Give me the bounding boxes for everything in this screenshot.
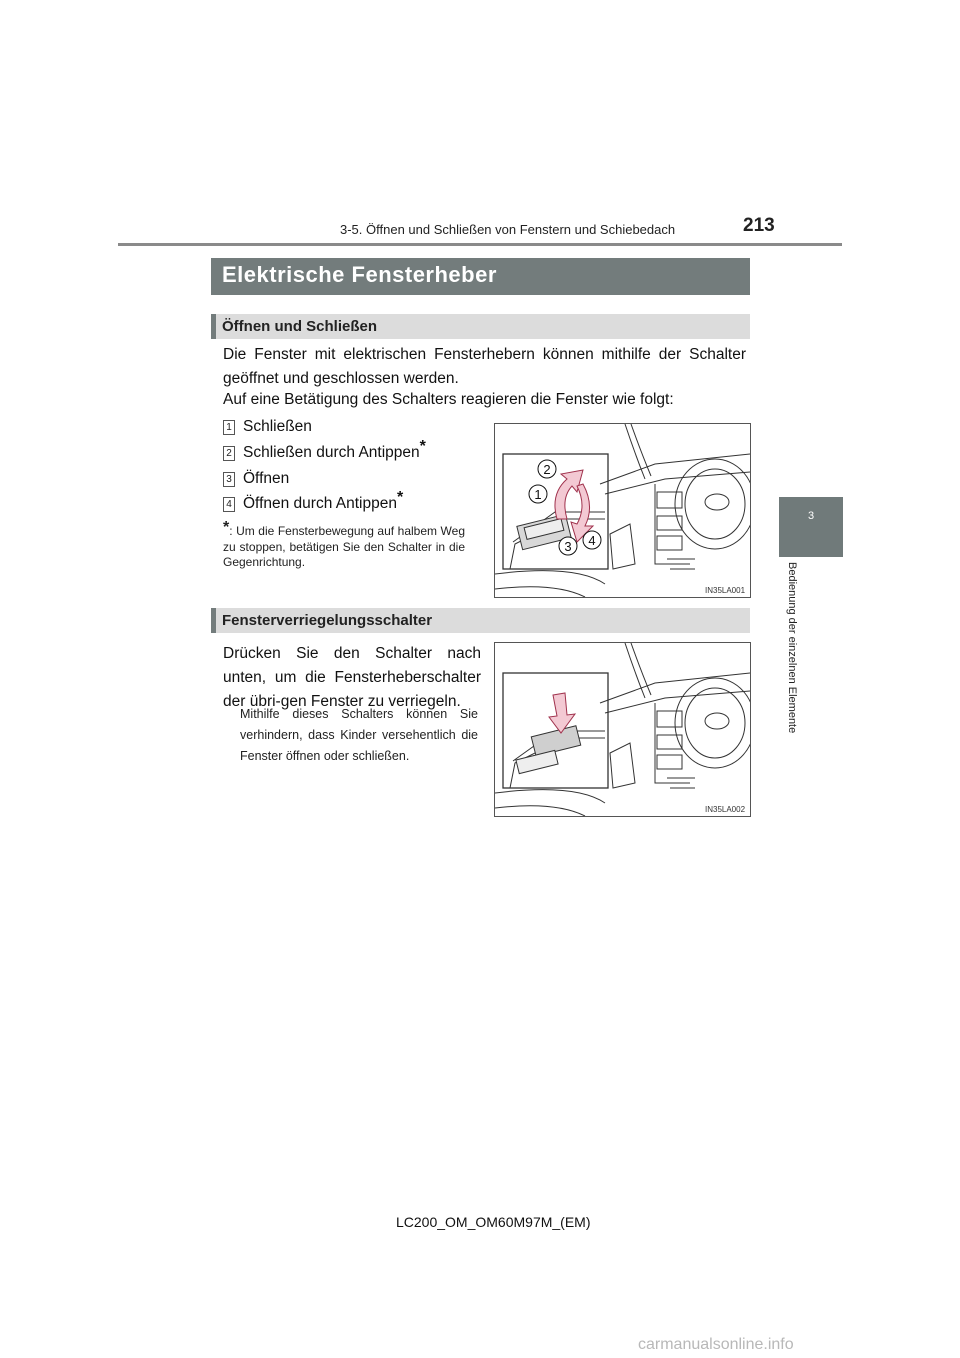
watermark: carmanualsonline.info — [638, 1336, 794, 1353]
section1-paragraph1: Die Fenster mit elektrischen Fensterhebern können mithilfe der Schalter geöffnet und geschlossen werden. — [223, 346, 746, 387]
footnote-star: * — [419, 438, 426, 455]
section1-paragraph2: Auf eine Betätigung des Schalters reagieren die Fenster wie folgt: — [223, 391, 674, 408]
callout-2: 2 — [543, 462, 551, 477]
window-switch-illustration — [495, 424, 750, 597]
footnote: *: Um die Fensterbewegung auf halbem Weg zu stoppen, betätigen Sie den Schalter in die Gegenrichtung. — [223, 519, 465, 569]
chapter-number: 3 — [807, 510, 815, 522]
step-badge-4: 4 — [223, 497, 235, 512]
lock-switch-illustration — [495, 643, 750, 816]
step-text-2: Schließen durch Antippen* — [243, 438, 426, 461]
figure-code: IN35LA002 — [705, 805, 746, 814]
step-badge-2: 2 — [223, 446, 235, 461]
step-text-1: Schließen — [243, 418, 312, 435]
step-badge-1: 1 — [223, 420, 235, 435]
main-title: Elektrische Fensterheber — [222, 262, 497, 287]
figure-code: IN35LA001 — [705, 586, 746, 595]
callout-4: 4 — [588, 533, 596, 548]
step-text-4: Öffnen durch Antippen* — [243, 489, 404, 512]
section2-paragraph: Drücken Sie den Schalter nach unten, um die Fensterheberschalter der übri-gen Fenster zu verriegeln. — [223, 645, 481, 710]
running-header: 3-5. Öffnen und Schließen von Fenstern und Schiebedach — [340, 222, 676, 237]
step-text-3: Öffnen — [243, 470, 290, 487]
step-badge-3: 3 — [223, 472, 235, 487]
section1-accent — [211, 314, 216, 339]
figure-lock-switch — [494, 642, 751, 817]
section1-title: Öffnen und Schließen — [222, 318, 378, 335]
footer-code: LC200_OM_OM60M97M_(EM) — [396, 1214, 591, 1230]
section2-note: Mithilfe dieses Schalters können Sie verhindern, dass Kinder versehentlich die Fenster öffnen oder schließen. — [240, 707, 478, 763]
header-rule — [118, 243, 842, 246]
chapter-label: Bedienung der einzelnen Elemente — [786, 562, 798, 734]
section2-accent — [211, 608, 216, 633]
callout-1: 1 — [534, 487, 542, 502]
callout-3: 3 — [564, 539, 572, 554]
section2-title: Fensterverriegelungsschalter — [222, 612, 433, 629]
chapter-tab — [779, 497, 843, 557]
footnote-star: * — [396, 489, 404, 506]
figure-window-switch — [494, 423, 751, 598]
page-number: 213 — [743, 215, 775, 236]
